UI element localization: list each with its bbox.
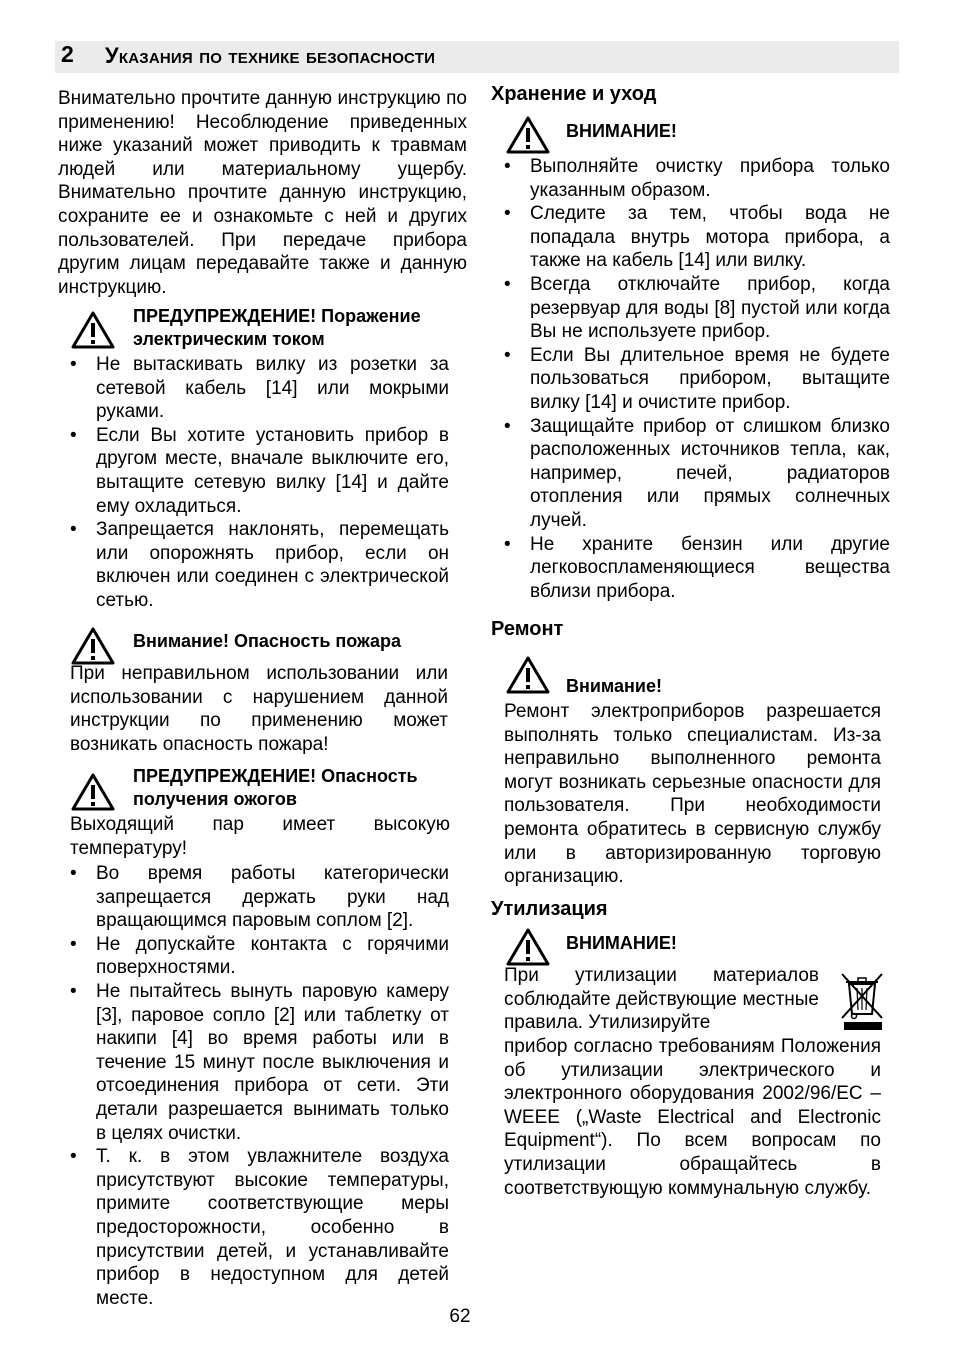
warning-title: Внимание! xyxy=(566,676,662,696)
section-header xyxy=(55,41,899,73)
warning-title: ВНИМАНИЕ! xyxy=(566,121,677,141)
heading-storage: Хранение и уход xyxy=(491,83,657,105)
warning-disposal xyxy=(506,928,886,966)
fire-paragraph: При неправильном использовании или использовании с нарушением данной инструкции по применению может возникать опасность пожара! xyxy=(70,663,448,755)
list-item: • Если Вы хотите установить прибор в другом месте, вначале выключите его, вытащите сетевую вилку [14] и дайте ему охладиться. xyxy=(70,424,449,518)
warning-triangle-icon xyxy=(71,773,115,811)
warning-title: ПРЕДУПРЕЖДЕНИЕ! Поражение электрическим током xyxy=(133,306,421,349)
page-number: 62 xyxy=(449,1306,471,1327)
warning-title: ПРЕДУПРЕЖДЕНИЕ! Опасность получения ожогов xyxy=(133,766,418,809)
list-item: • Следите за тем, чтобы вода не попадала внутрь мотора прибора, а также на кабель [14] или вилку. xyxy=(504,202,890,273)
warning-triangle-icon xyxy=(71,627,115,665)
list-item: • Не пытайтесь вынуть паровую камеру [3], паровое сопло [2] или таблетку от накипи [4] во время работы или в течение 15 минут после выключения и отсоединения прибора от сети. Эти детали разрешается вынимать только в целях очистки. xyxy=(70,980,449,1145)
warning-triangle-icon xyxy=(506,928,550,966)
warning-triangle-icon xyxy=(506,656,550,694)
burns-paragraph: Выходящий пар имеет высокую температуру! xyxy=(70,814,450,859)
weee-crossed-bin-icon xyxy=(838,968,888,1032)
warning-title: Внимание! Опасность пожара xyxy=(133,631,402,651)
storage-list xyxy=(504,155,890,603)
warning-triangle-icon xyxy=(71,311,115,349)
electric-list xyxy=(70,353,449,613)
repair-paragraph: Ремонт электроприборов разрешается выполнять только специалистам. Из-за неправильно выполненного ремонта могут возникать серьезные опасности для пользователя. При необходимости ремонта обратитесь в сервисную службу или в авторизированную торговую организацию. xyxy=(504,701,881,888)
list-item: • Не вытаскивать вилку из розетки за сетевой кабель [14] или мокрыми руками. xyxy=(70,353,449,424)
list-item: • Т. к. в этом увлажнителе воздуха присутствуют высокие температуры, примите соответствующие меры предосторожности, особенно в присутствии детей, и устанавливайте прибор в недоступном для детей месте. xyxy=(70,1145,449,1310)
burns-list xyxy=(70,862,449,1310)
list-item: • Во время работы категорически запрещается держать руки над вращающимся паровым соплом [2]. xyxy=(70,862,449,933)
section-number: 2 xyxy=(61,41,74,67)
list-item: • Запрещается наклонять, перемещать или опорожнять прибор, если он включен или соединен с электрической сетью. xyxy=(70,518,449,612)
list-item: • Выполняйте очистку прибора только указанным образом. xyxy=(504,155,890,202)
list-item: • Не храните бензин или другие легковоспламеняющиеся вещества вблизи прибора. xyxy=(504,533,890,604)
section-title: Указания по технике безопасности xyxy=(105,43,436,68)
list-item: • Если Вы длительное время не будете пользоваться прибором, вытащите вилку [14] и очистите прибор. xyxy=(504,344,890,415)
heading-disposal: Утилизация xyxy=(491,898,608,920)
intro-paragraph: Внимательно прочтите данную инструкцию по применению! Несоблюдение приведенных ниже указаний может приводить к травмам людей или материальному ущербу. Внимательно прочтите данную инструкцию, сохраните ее и ознакомьте с ней и других пользователей. При передаче прибора другим лицам передавайте также и данную инструкцию. xyxy=(58,88,467,298)
warning-repair xyxy=(506,656,886,698)
heading-repair: Ремонт xyxy=(491,618,564,640)
list-item: • Не допускайте контакта с горячими поверхностями. xyxy=(70,933,449,980)
warning-title: ВНИМАНИЕ! xyxy=(566,933,677,953)
disposal-paragraph: прибор согласно требованиям Положения об утилизации электрического и электронного оборудования 2002/96/EC – WEEE („Waste Electrical and Electronic Equipment“). По всем вопросам по утилизации обращайтесь в соответствующую коммунальную службу. xyxy=(504,1036,881,1199)
warning-triangle-icon xyxy=(506,116,550,154)
warning-storage xyxy=(506,116,886,154)
list-item: • Всегда отключайте прибор, когда резервуар для воды [8] пустой или когда Вы не используете прибор. xyxy=(504,273,890,344)
warning-electric-shock xyxy=(71,305,451,351)
disposal-paragraph-top: При утилизации материалов соблюдайте действующие местные правила. Утилизируйте xyxy=(504,965,819,1034)
warning-burns xyxy=(71,765,451,811)
warning-fire xyxy=(71,627,451,665)
list-item: • Защищайте прибор от слишком близко расположенных источников тепла, как, например, печей, радиаторов отопления или прямых солнечных лучей. xyxy=(504,415,890,533)
